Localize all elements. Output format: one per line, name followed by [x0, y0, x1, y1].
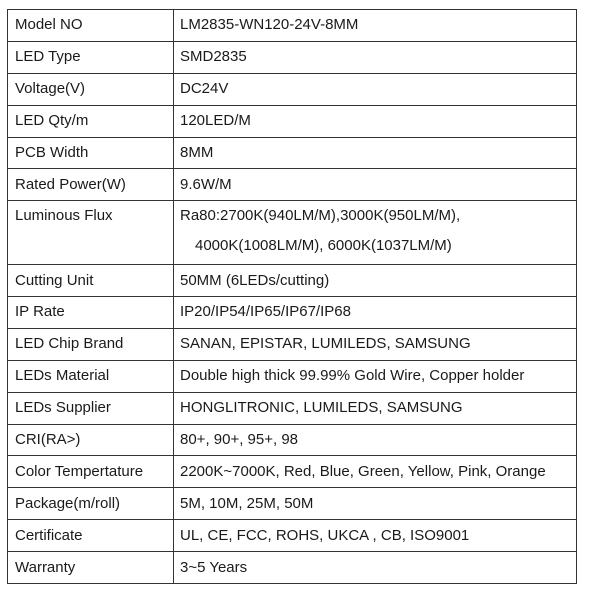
row-label: LED Qty/m	[8, 105, 174, 137]
row-label: LED Type	[8, 41, 174, 73]
table-row-model-no	[8, 10, 577, 42]
row-label: Model NO	[8, 10, 174, 42]
row-value	[174, 201, 577, 265]
row-label: Certificate	[8, 520, 174, 552]
table-row-certificate	[8, 520, 577, 552]
table-row-ip-rate	[8, 297, 577, 329]
row-value: 3~5 Years	[174, 552, 577, 584]
table-row-color-temperature	[8, 456, 577, 488]
row-value: 2200K~7000K, Red, Blue, Green, Yellow, Pink, Orange	[174, 456, 577, 488]
row-label-text: Luminous Flux	[15, 207, 113, 225]
table-row-voltage	[8, 73, 577, 105]
row-label: LED Chip Brand	[8, 328, 174, 360]
row-value: UL, CE, FCC, ROHS, UKCA , CB, ISO9001	[174, 520, 577, 552]
row-value: 50MM (6LEDs/cutting)	[174, 265, 577, 297]
row-value: HONGLITRONIC, LUMILEDS, SAMSUNG	[174, 392, 577, 424]
table-row-cutting-unit	[8, 265, 577, 297]
table-row-pcb-width	[8, 137, 577, 169]
row-value: DC24V	[174, 73, 577, 105]
table-row-led-chip-brand	[8, 328, 577, 360]
row-label: Warranty	[8, 552, 174, 584]
table-row-warranty	[8, 552, 577, 584]
row-value: 9.6W/M	[174, 169, 577, 201]
row-value: Double high thick 99.99% Gold Wire, Copper holder	[174, 360, 577, 392]
row-value: 80+, 90+, 95+, 98	[174, 424, 577, 456]
row-label	[8, 201, 174, 265]
row-value-line-1: Ra80:2700K(940LM/M),3000K(950LM/M),	[180, 207, 461, 225]
row-label: LEDs Material	[8, 360, 174, 392]
row-value: SANAN, EPISTAR, LUMILEDS, SAMSUNG	[174, 328, 577, 360]
table-row-luminous-flux	[8, 201, 577, 265]
row-value: 120LED/M	[174, 105, 577, 137]
row-value: SMD2835	[174, 41, 577, 73]
row-label: CRI(RA>)	[8, 424, 174, 456]
table-row-rated-power	[8, 169, 577, 201]
row-value: 5M, 10M, 25M, 50M	[174, 488, 577, 520]
row-label: Package(m/roll)	[8, 488, 174, 520]
row-label: Voltage(V)	[8, 73, 174, 105]
spec-table	[7, 9, 577, 584]
table-row-led-type	[8, 41, 577, 73]
row-value: LM2835-WN120-24V-8MM	[174, 10, 577, 42]
row-value-line-2: 4000K(1008LM/M), 6000K(1037LM/M)	[195, 237, 452, 255]
table-row-leds-material	[8, 360, 577, 392]
table-row-led-qty	[8, 105, 577, 137]
row-value: IP20/IP54/IP65/IP67/IP68	[174, 297, 577, 329]
table-row-cri	[8, 424, 577, 456]
table-row-package	[8, 488, 577, 520]
row-label: IP Rate	[8, 297, 174, 329]
row-label: PCB Width	[8, 137, 174, 169]
row-label: LEDs Supplier	[8, 392, 174, 424]
row-label: Cutting Unit	[8, 265, 174, 297]
row-value: 8MM	[174, 137, 577, 169]
table-row-leds-supplier	[8, 392, 577, 424]
row-label: Rated Power(W)	[8, 169, 174, 201]
row-label: Color Tempertature	[8, 456, 174, 488]
